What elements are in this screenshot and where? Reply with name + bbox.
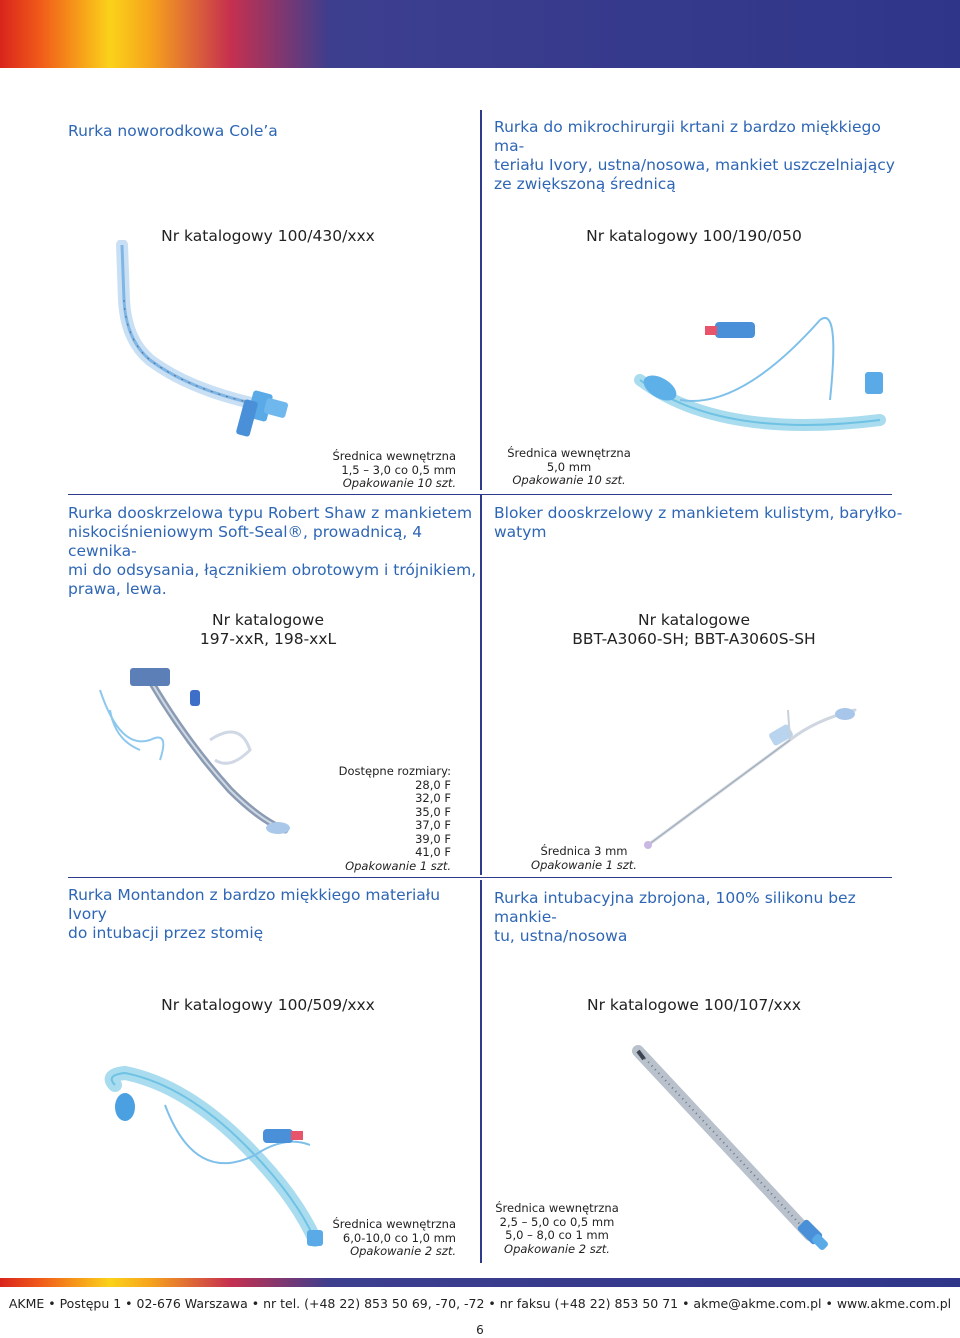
spec-line: 5,0 – 8,0 co 1 mm — [505, 1228, 609, 1242]
bottom-color-band — [0, 1278, 960, 1287]
row-rule — [68, 494, 892, 495]
catalog-number — [68, 996, 468, 1015]
product-title — [494, 504, 914, 542]
packaging: Opakowanie 1 szt. — [345, 858, 451, 873]
row-rule — [68, 877, 892, 878]
packaging: Opakowanie 2 szt. — [504, 1241, 610, 1256]
spec-line: 1,5 – 3,0 co 0,5 mm — [341, 462, 456, 477]
catalog-line: Nr katalogowe — [638, 611, 750, 629]
catalog-number — [494, 227, 894, 246]
product-spec — [268, 1218, 456, 1259]
title-line: Rurka Montandon z bardzo miękkiego materiału Ivory — [68, 886, 441, 923]
title-line: Bloker dooskrzelowy z mankietem kulistym, baryłko- — [494, 504, 903, 522]
title-line: watym — [494, 523, 547, 541]
page-number: 6 — [476, 1323, 484, 1337]
spec-line: 2,5 – 5,0 co 0,5 mm — [499, 1214, 615, 1229]
spec-line: Średnica wewnętrzna — [332, 1217, 456, 1231]
catalog-line: Nr katalogowy 100/509/xxx — [161, 996, 375, 1014]
title-line: Rurka do mikrochirurgii krtani z bardzo miękkiego ma- — [494, 118, 881, 155]
product-spec — [494, 845, 674, 872]
cole-tube-image — [110, 240, 310, 450]
title-line: Rurka intubacyjna zbrojona, 100% silikonu bez mankie- — [494, 889, 856, 926]
catalog-number — [494, 611, 894, 649]
product-title — [494, 118, 914, 194]
column-divider — [480, 880, 482, 1263]
catalog-line: 197-xxR, 198-xxL — [199, 630, 337, 648]
product-spec — [494, 447, 644, 488]
title-line: Rurka dooskrzelowa typu Robert Shaw z mankietem — [68, 504, 473, 522]
spec-line: 32,0 F — [415, 791, 451, 805]
bronchial-blocker-image — [640, 700, 880, 860]
spec-line: Dostępne rozmiary: — [338, 764, 451, 778]
spec-line: Średnica wewnętrzna — [507, 446, 631, 460]
product-spec — [494, 1202, 620, 1256]
spec-line: Średnica wewnętrzna — [332, 449, 456, 463]
spec-line: Średnica wewnętrzna — [495, 1201, 619, 1215]
title-line: do intubacji przez stomię — [68, 924, 264, 942]
catalog-line: BBT-A3060-SH; BBT-A3060S-SH — [572, 630, 816, 648]
microlaryngeal-tube-image — [620, 300, 910, 470]
spec-line: 28,0 F — [415, 777, 451, 792]
catalog-line: Nr katalogowe 100/107/xxx — [586, 996, 802, 1014]
spec-line: 6,0-10,0 co 1,0 mm — [342, 1230, 456, 1245]
spec-line: 35,0 F — [415, 804, 451, 819]
reinforced-tube-image — [630, 1045, 840, 1260]
spec-line: 5,0 mm — [546, 459, 592, 474]
column-divider — [480, 495, 482, 875]
title-line: teriału Ivory, ustna/nosowa, mankiet uszczelniający — [494, 156, 895, 174]
column-divider — [480, 110, 482, 490]
catalog-number — [494, 996, 894, 1015]
catalog-number — [68, 611, 468, 649]
product-spec — [268, 765, 451, 873]
catalog-line: Nr katalogowe — [212, 611, 324, 629]
footer-contact: AKME • Postępu 1 • 02-676 Warszawa • nr tel. (+48 22) 853 50 69, -70, -72 • nr faksu (+48 22) 853 50 71 • akme@akme.com.pl • www.akme.com.pl — [8, 1296, 952, 1311]
product-title: Rurka noworodkowa Cole’a — [68, 122, 278, 140]
title-line: ze zwiększoną średnicą — [494, 175, 676, 193]
packaging: Opakowanie 2 szt. — [350, 1244, 456, 1258]
title-line: prawa, lewa. — [68, 580, 167, 598]
spec-line: 41,0 F — [415, 845, 451, 859]
spec-line: 37,0 F — [415, 818, 451, 832]
catalog-line: Nr katalogowy 100/430/xxx — [161, 227, 375, 245]
top-color-band — [0, 0, 960, 68]
packaging: Opakowanie 10 szt. — [512, 473, 626, 487]
spec-line: Średnica 3 mm — [540, 844, 628, 858]
packaging: Opakowanie 10 szt. — [342, 476, 456, 490]
product-title — [494, 889, 914, 946]
title-line: niskociśnieniowym Soft-Seal®, prowadnicą, 4 cewnika- — [68, 523, 423, 560]
product-spec — [268, 450, 456, 491]
product-title — [68, 886, 478, 943]
catalog-line: Nr katalogowy 100/190/050 — [586, 227, 802, 245]
spec-line: 39,0 F — [415, 831, 451, 846]
product-title — [68, 504, 478, 599]
packaging: Opakowanie 1 szt. — [531, 857, 637, 872]
title-line: tu, ustna/nosowa — [494, 927, 628, 945]
title-line: mi do odsysania, łącznikiem obrotowym i trójnikiem, — [68, 561, 477, 579]
